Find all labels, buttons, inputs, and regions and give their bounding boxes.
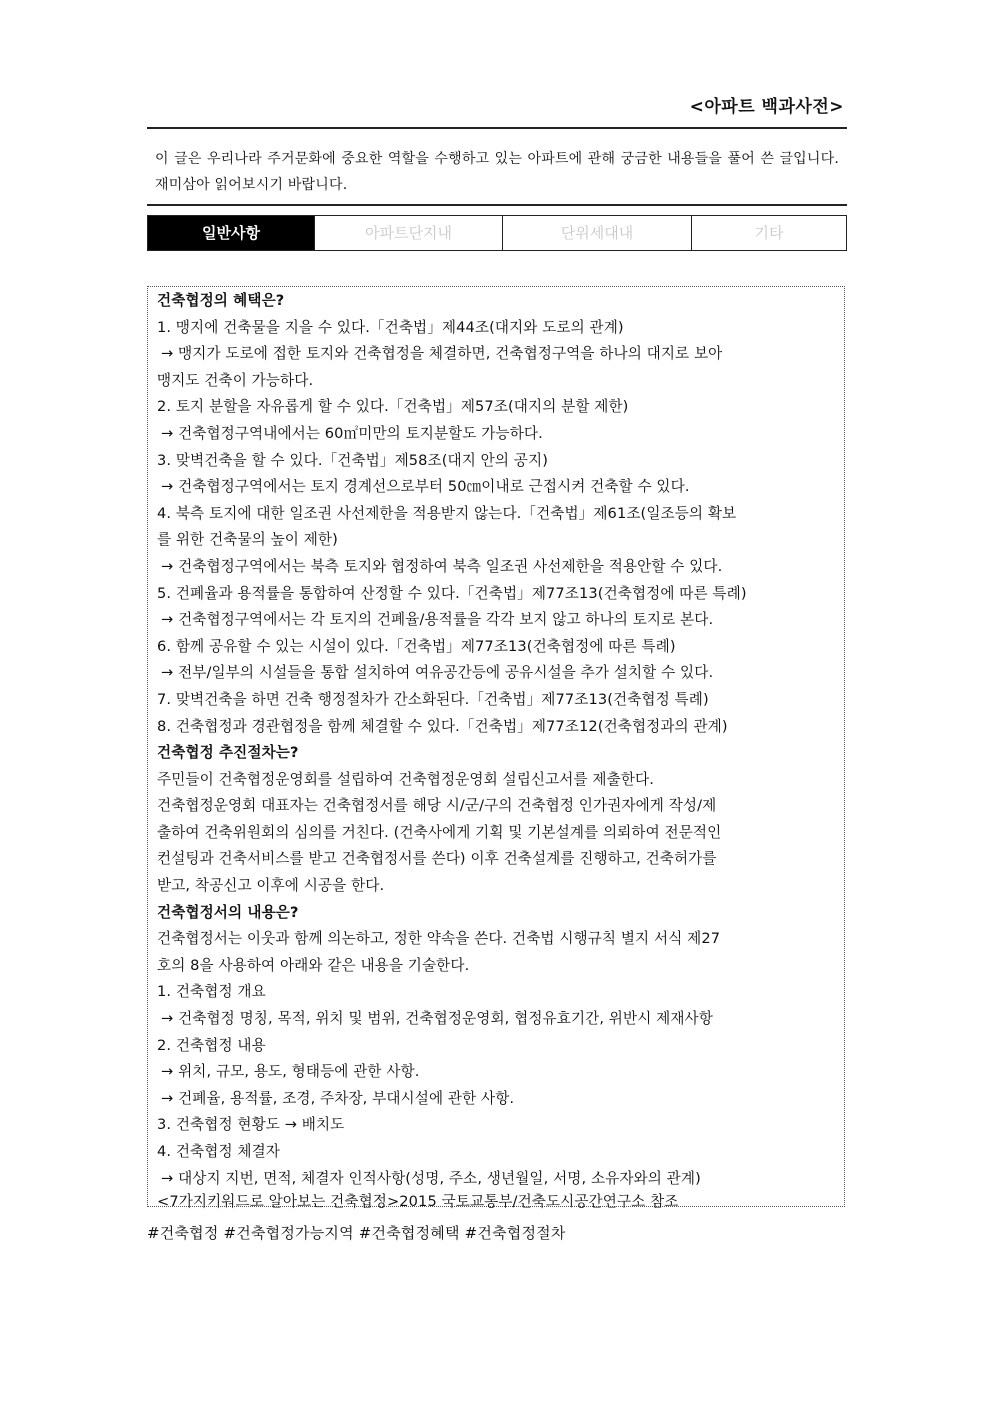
tab-unit-household[interactable]: 단위세대내: [502, 216, 691, 250]
content-line: 건축협정운영회 대표자는 건축협정서를 해당 시/군/구의 건축협정 인가권자에게 작성/제: [157, 797, 717, 815]
content-line: → 맹지가 도로에 접한 토지와 건축협정을 체결하면, 건축협정구역을 하나의 대지로 보아: [161, 345, 723, 363]
intro-text: 이 글은 우리나라 주거문화에 중요한 역할을 수행하고 있는 아파트에 관해 궁금한 내용들을 풀어 쓴 글입니다. 재미삼아 읽어보시기 바랍니다.: [155, 151, 839, 193]
content-line: 맹지도 건축이 가능하다.: [157, 371, 314, 389]
content-line: <7가지키워드로 알아보는 건축협정>2015 국토교통부/건축도시공간연구소 참조: [157, 1193, 679, 1211]
content-line: → 위치, 규모, 용도, 형태등에 관한 사항.: [161, 1063, 420, 1081]
content-line: 5. 건폐율과 용적률을 통합하여 산정할 수 있다.「건축법」제77조13(건축협정에 따른 특례): [157, 584, 747, 602]
section-heading: 건축협정서의 내용은?: [157, 903, 299, 921]
content-line: 를 위한 건축물의 높이 제한): [157, 531, 338, 549]
content-line: 1. 맹지에 건축물을 지을 수 있다.「건축법」제44조(대지와 도로의 관계): [157, 318, 624, 336]
content-line: → 건축협정구역에서는 각 토지의 건폐율/용적률을 각각 보지 않고 하나의 토지로 본다.: [161, 611, 714, 629]
content-line: → 건축협정구역내에서는 60㎡미만의 토지분할도 가능하다.: [161, 424, 543, 442]
content-line: → 건축협정구역에서는 토지 경계선으로부터 50㎝이내로 근접시켜 건축할 수 있다.: [161, 478, 690, 496]
content-line: 4. 건축협정 체결자: [157, 1143, 280, 1160]
content-line: 호의 8을 사용하여 아래와 같은 내용을 기술한다.: [157, 956, 470, 974]
section-heading: 건축협정의 혜택은?: [157, 292, 285, 309]
content-line: → 건폐율, 용적률, 조경, 주차장, 부대시설에 관한 사항.: [161, 1089, 515, 1107]
tab-apartment-complex[interactable]: 아파트단지내: [314, 216, 502, 250]
content-line: 받고, 착공신고 이후에 시공을 한다.: [157, 877, 385, 895]
content-line: 출하여 건축위원회의 심의를 거친다. (건축사에게 기획 및 기본설계를 의뢰하여 전문적인: [157, 823, 722, 841]
tab-general[interactable]: 일반사항: [148, 216, 314, 250]
content-line: → 전부/일부의 시설들을 통합 설치하여 여유공간등에 공유시설을 추가 설치할 수 있다.: [161, 664, 714, 682]
content-line: 1. 건축협정 개요: [157, 983, 266, 1001]
content-line: 4. 북측 토지에 대한 일조권 사선제한을 적용받지 않는다.「건축법」제61조(일조등의 확보: [157, 504, 737, 522]
content-line: 3. 건축협정 현황도 → 배치도: [157, 1116, 345, 1134]
content-line: 3. 맞벽건축을 할 수 있다.「건축법」제58조(대지 안의 공지): [157, 451, 548, 469]
content-line: → 대상지 지번, 면적, 체결자 인적사항(성명, 주소, 생년월일, 서명, 소유자와의 관계): [161, 1169, 701, 1187]
category-tabs: [147, 215, 847, 251]
content-line: 건축협정서는 이웃과 함께 의논하고, 정한 약속을 쓴다. 건축법 시행규칙 별지 서식 제27: [157, 930, 721, 948]
hashtags: #건축협정 #건축협정가능지역 #건축협정혜택 #건축협정절차: [147, 1224, 566, 1242]
page-header-title: <아파트 백과사전>: [689, 97, 844, 117]
content-line: → 건축협정 명칭, 목적, 위치 및 범위, 건축협정운영회, 협정유효기간, 위반시 제재사항: [161, 1010, 713, 1028]
content-line: 컨설팅과 건축서비스를 받고 건축협정서를 쓴다) 이후 건축설계를 진행하고, 건축허가를: [157, 850, 717, 868]
tab-etc[interactable]: 기타: [691, 216, 846, 250]
content-line: 2. 건축협정 내용: [157, 1036, 266, 1054]
content-line: 6. 함께 공유할 수 있는 시설이 있다.「건축법」제77조13(건축협정에 따른 특례): [157, 637, 676, 655]
intro-divider: [147, 204, 847, 206]
content-line: → 건축협정구역에서는 북측 토지와 협정하여 북측 일조권 사선제한을 적용안할 수 있다.: [161, 557, 723, 575]
section-heading: 건축협정 추진절차는?: [157, 744, 299, 762]
content-line: 8. 건축협정과 경관협정을 함께 체결할 수 있다.「건축법」제77조12(건축협정과의 관계): [157, 717, 728, 735]
header-divider: [147, 127, 847, 129]
content-line: 7. 맞벽건축을 하면 건축 행정절차가 간소화된다.「건축법」제77조13(건축협정 특례): [157, 690, 709, 708]
content-line: 주민들이 건축협정운영회를 설립하여 건축협정운영회 설립신고서를 제출한다.: [157, 770, 654, 788]
content-line: 2. 토지 분할을 자유롭게 할 수 있다.「건축법」제57조(대지의 분할 제한): [157, 398, 629, 416]
article-content-box: [147, 286, 845, 1211]
